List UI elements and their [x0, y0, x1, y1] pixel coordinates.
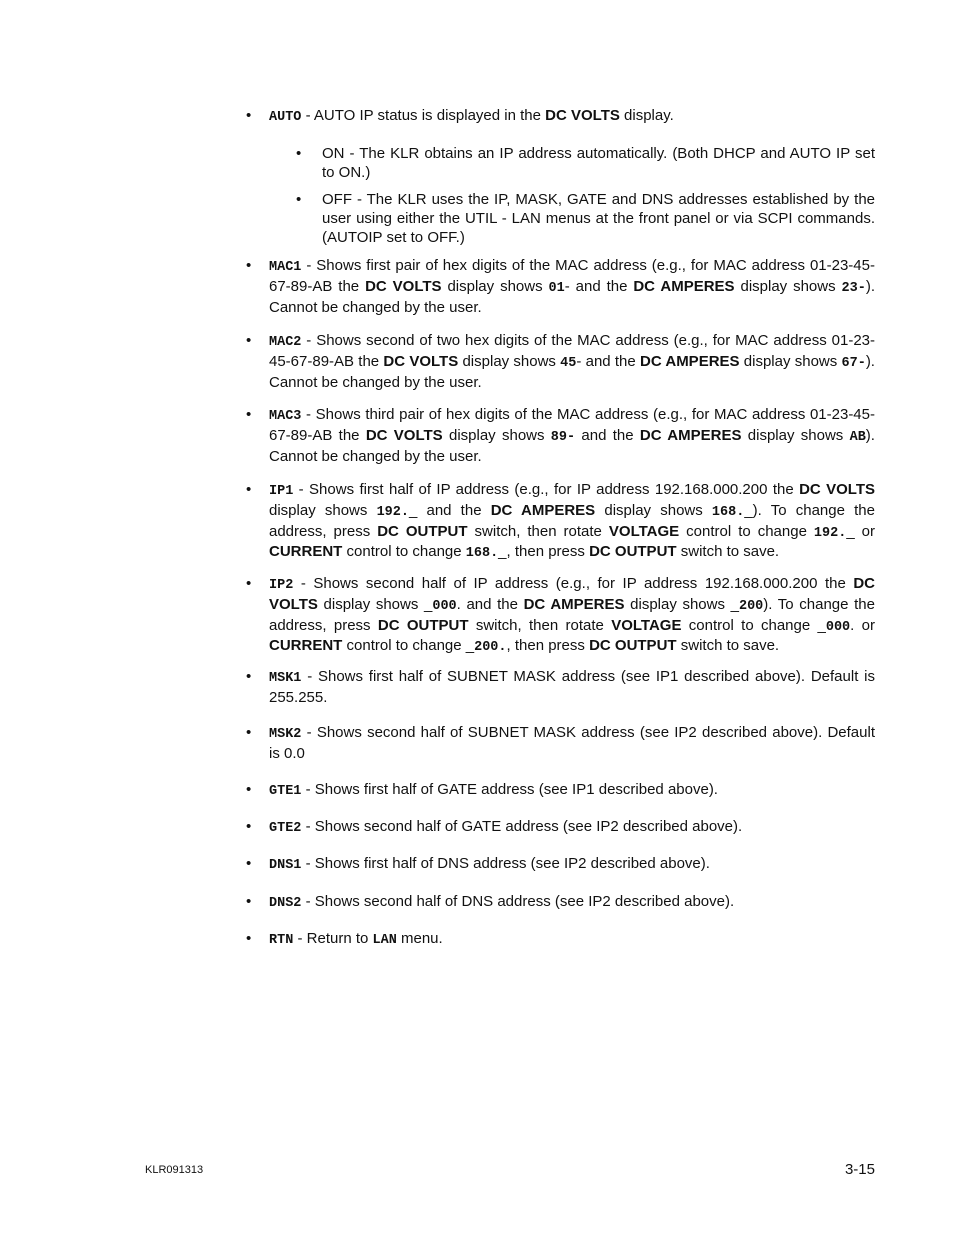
- text: - and the: [576, 352, 640, 370]
- list-item-gte2: [246, 818, 875, 839]
- text: - Shows third pair of hex digits of the MAC address (e.g., for MAC address 01-23-45-67-89-AB the: [269, 406, 875, 444]
- text: control to change _: [681, 616, 826, 634]
- text: _, then press: [498, 543, 590, 561]
- text: _ and the: [408, 501, 491, 519]
- bold-term: DC VOLTS: [365, 277, 442, 295]
- list-item-msk2: [246, 724, 875, 764]
- code-term: 89-: [550, 429, 576, 445]
- text: control to change: [342, 543, 466, 561]
- bold-term: DC VOLTS: [365, 426, 443, 444]
- code-term: IP1: [269, 484, 294, 499]
- text: ON - The KLR obtains an IP address automatically. (Both DHCP and AUTO IP set to ON.): [322, 145, 875, 181]
- bold-term: DC OUTPUT: [377, 616, 469, 634]
- text: and the: [575, 426, 640, 444]
- text: ). Cannot be changed by the user.: [269, 426, 875, 465]
- text: - Shows first half of SUBNET MASK address (see IP1 described above). Default is 255.255.: [269, 668, 875, 706]
- sub-item-on: [296, 145, 875, 183]
- code-term: 67-: [841, 355, 866, 371]
- bold-term: CURRENT: [269, 543, 343, 561]
- list-item-rtn: [246, 930, 875, 951]
- text: - Shows first half of IP address (e.g., for IP address 192.168.000.200 the: [293, 481, 800, 498]
- code-term: 200: [738, 598, 764, 614]
- text: - Shows second half of GATE address (see IP2 described above).: [301, 818, 743, 835]
- code-term: 200.: [474, 640, 507, 656]
- text: ). Cannot be changed by the user.: [269, 277, 876, 316]
- text: display shows _: [317, 595, 433, 613]
- code-term: GTE1: [269, 784, 302, 799]
- code-term: MAC2: [269, 335, 302, 350]
- text: - Shows second half of IP address (e.g., for IP address 192.168.000.200 the: [293, 575, 854, 592]
- text: - and the: [564, 277, 634, 295]
- sub-item-off: [296, 191, 875, 247]
- bullet: •: [246, 781, 252, 798]
- bullet: •: [246, 668, 252, 685]
- bullet: •: [246, 257, 252, 274]
- text: display shows: [741, 426, 850, 444]
- bullet: •: [246, 855, 252, 872]
- bold-term: CURRENT: [269, 637, 343, 655]
- code-term: GTE2: [269, 821, 302, 836]
- text: display shows: [595, 501, 712, 519]
- bold-term: DC VOLTS: [799, 481, 875, 498]
- text: - Shows first pair of hex digits of the MAC address (e.g., for MAC address 01-23-45-67-89-AB the: [269, 257, 875, 295]
- text: ). Cannot be changed by the user.: [269, 352, 875, 391]
- bold-term: DC AMPERES: [490, 501, 596, 519]
- bold-term: DC OUTPUT: [589, 543, 677, 561]
- text: display shows: [458, 352, 561, 370]
- code-term: 45: [560, 355, 577, 371]
- bold-term: DC AMPERES: [523, 595, 625, 613]
- page-number: 3-15: [844, 1161, 875, 1178]
- list-item-gte1: [246, 781, 875, 802]
- list-item-dns1: [246, 855, 875, 876]
- text: display shows _: [624, 595, 739, 613]
- text: display shows: [442, 426, 551, 444]
- text: OFF - The KLR uses the IP, MASK, GATE and DNS addresses established by the user using either the UTIL - LAN menus at the front panel or via SCPI commands. (AUTOIP set to OFF.): [322, 191, 875, 246]
- text: switch to save.: [676, 637, 780, 655]
- list-item-mac2: [246, 332, 875, 392]
- text: - Shows second half of SUBNET MASK address (see IP2 described above). Default is 0.0: [269, 724, 875, 762]
- code-term: MSK1: [269, 671, 302, 686]
- text: _). To change the address, press: [269, 501, 875, 540]
- text: control to change _: [342, 637, 475, 655]
- text: - Shows first half of GATE address (see IP1 described above).: [301, 781, 718, 798]
- bullet: •: [246, 107, 252, 124]
- text: switch, then rotate: [468, 616, 612, 634]
- code-term: MAC3: [269, 409, 302, 424]
- bullet: •: [246, 724, 252, 741]
- bold-term: DC VOLTS: [269, 575, 875, 613]
- text: display.: [619, 107, 674, 124]
- code-term: 192.: [813, 525, 847, 541]
- bullet: •: [246, 481, 252, 498]
- code-term: LAN: [372, 933, 397, 948]
- list-item-mac3: [246, 406, 875, 466]
- bullet: •: [246, 332, 252, 349]
- list-item-ip1: [246, 481, 875, 564]
- list-item-ip2: [246, 575, 875, 658]
- text: switch to save.: [676, 543, 780, 561]
- text: _ or: [846, 522, 875, 540]
- text: ). To change the address, press: [269, 595, 875, 634]
- bold-term: DC VOLTS: [545, 107, 620, 124]
- bullet: •: [246, 893, 252, 910]
- code-term: 23-: [841, 280, 866, 296]
- text: . and the: [456, 595, 524, 613]
- text: control to change: [679, 522, 814, 540]
- code-term: DNS1: [269, 858, 302, 873]
- bold-term: VOLTAGE: [611, 616, 682, 634]
- text: - Return to: [293, 930, 373, 947]
- bullet: •: [246, 930, 252, 947]
- code-term: DNS2: [269, 896, 302, 911]
- bullet: •: [296, 145, 302, 162]
- bold-term: DC AMPERES: [639, 426, 742, 444]
- code-term: 168.: [465, 546, 499, 562]
- bold-term: DC OUTPUT: [589, 637, 677, 655]
- code-term: MSK2: [269, 727, 302, 742]
- bold-term: DC VOLTS: [383, 352, 459, 370]
- code-term: 000: [825, 619, 851, 635]
- code-term: 168.: [711, 504, 745, 520]
- text: display shows: [734, 277, 842, 295]
- text: . or: [850, 616, 875, 634]
- bullet: •: [246, 575, 252, 592]
- code-term: IP2: [269, 578, 294, 593]
- text: - Shows second of two hex digits of the MAC address (e.g., for MAC address 01-23-45-67-89-AB the: [269, 332, 875, 370]
- text: switch, then rotate: [467, 522, 609, 540]
- text: - Shows first half of DNS address (see IP2 described above).: [301, 855, 710, 872]
- bullet: •: [296, 191, 302, 208]
- bold-term: DC OUTPUT: [377, 522, 468, 540]
- code-term: RTN: [269, 933, 294, 948]
- bullet: •: [246, 818, 252, 835]
- text: display shows: [269, 501, 377, 519]
- text: menu.: [396, 930, 443, 947]
- code-term: MAC1: [269, 260, 302, 275]
- bold-term: DC AMPERES: [640, 352, 740, 370]
- document-id: KLR091313: [145, 1164, 204, 1176]
- code-term: AUTO: [269, 110, 302, 125]
- text: display shows: [441, 277, 549, 295]
- bullet: •: [246, 406, 252, 423]
- bold-term: VOLTAGE: [608, 522, 680, 540]
- list-item-msk1: [246, 668, 875, 708]
- text: , then press: [506, 637, 590, 655]
- text: display shows: [739, 352, 842, 370]
- list-item-dns2: [246, 893, 875, 914]
- code-term: 000: [432, 598, 457, 614]
- text: - AUTO IP status is displayed in the: [301, 107, 546, 124]
- code-term: AB: [849, 429, 866, 445]
- code-term: 192.: [376, 504, 409, 520]
- list-item-mac1: [246, 257, 876, 317]
- list-item-auto: [246, 107, 875, 128]
- bold-term: DC AMPERES: [633, 277, 735, 295]
- code-term: 01: [548, 280, 565, 296]
- text: - Shows second half of DNS address (see IP2 described above).: [301, 893, 735, 910]
